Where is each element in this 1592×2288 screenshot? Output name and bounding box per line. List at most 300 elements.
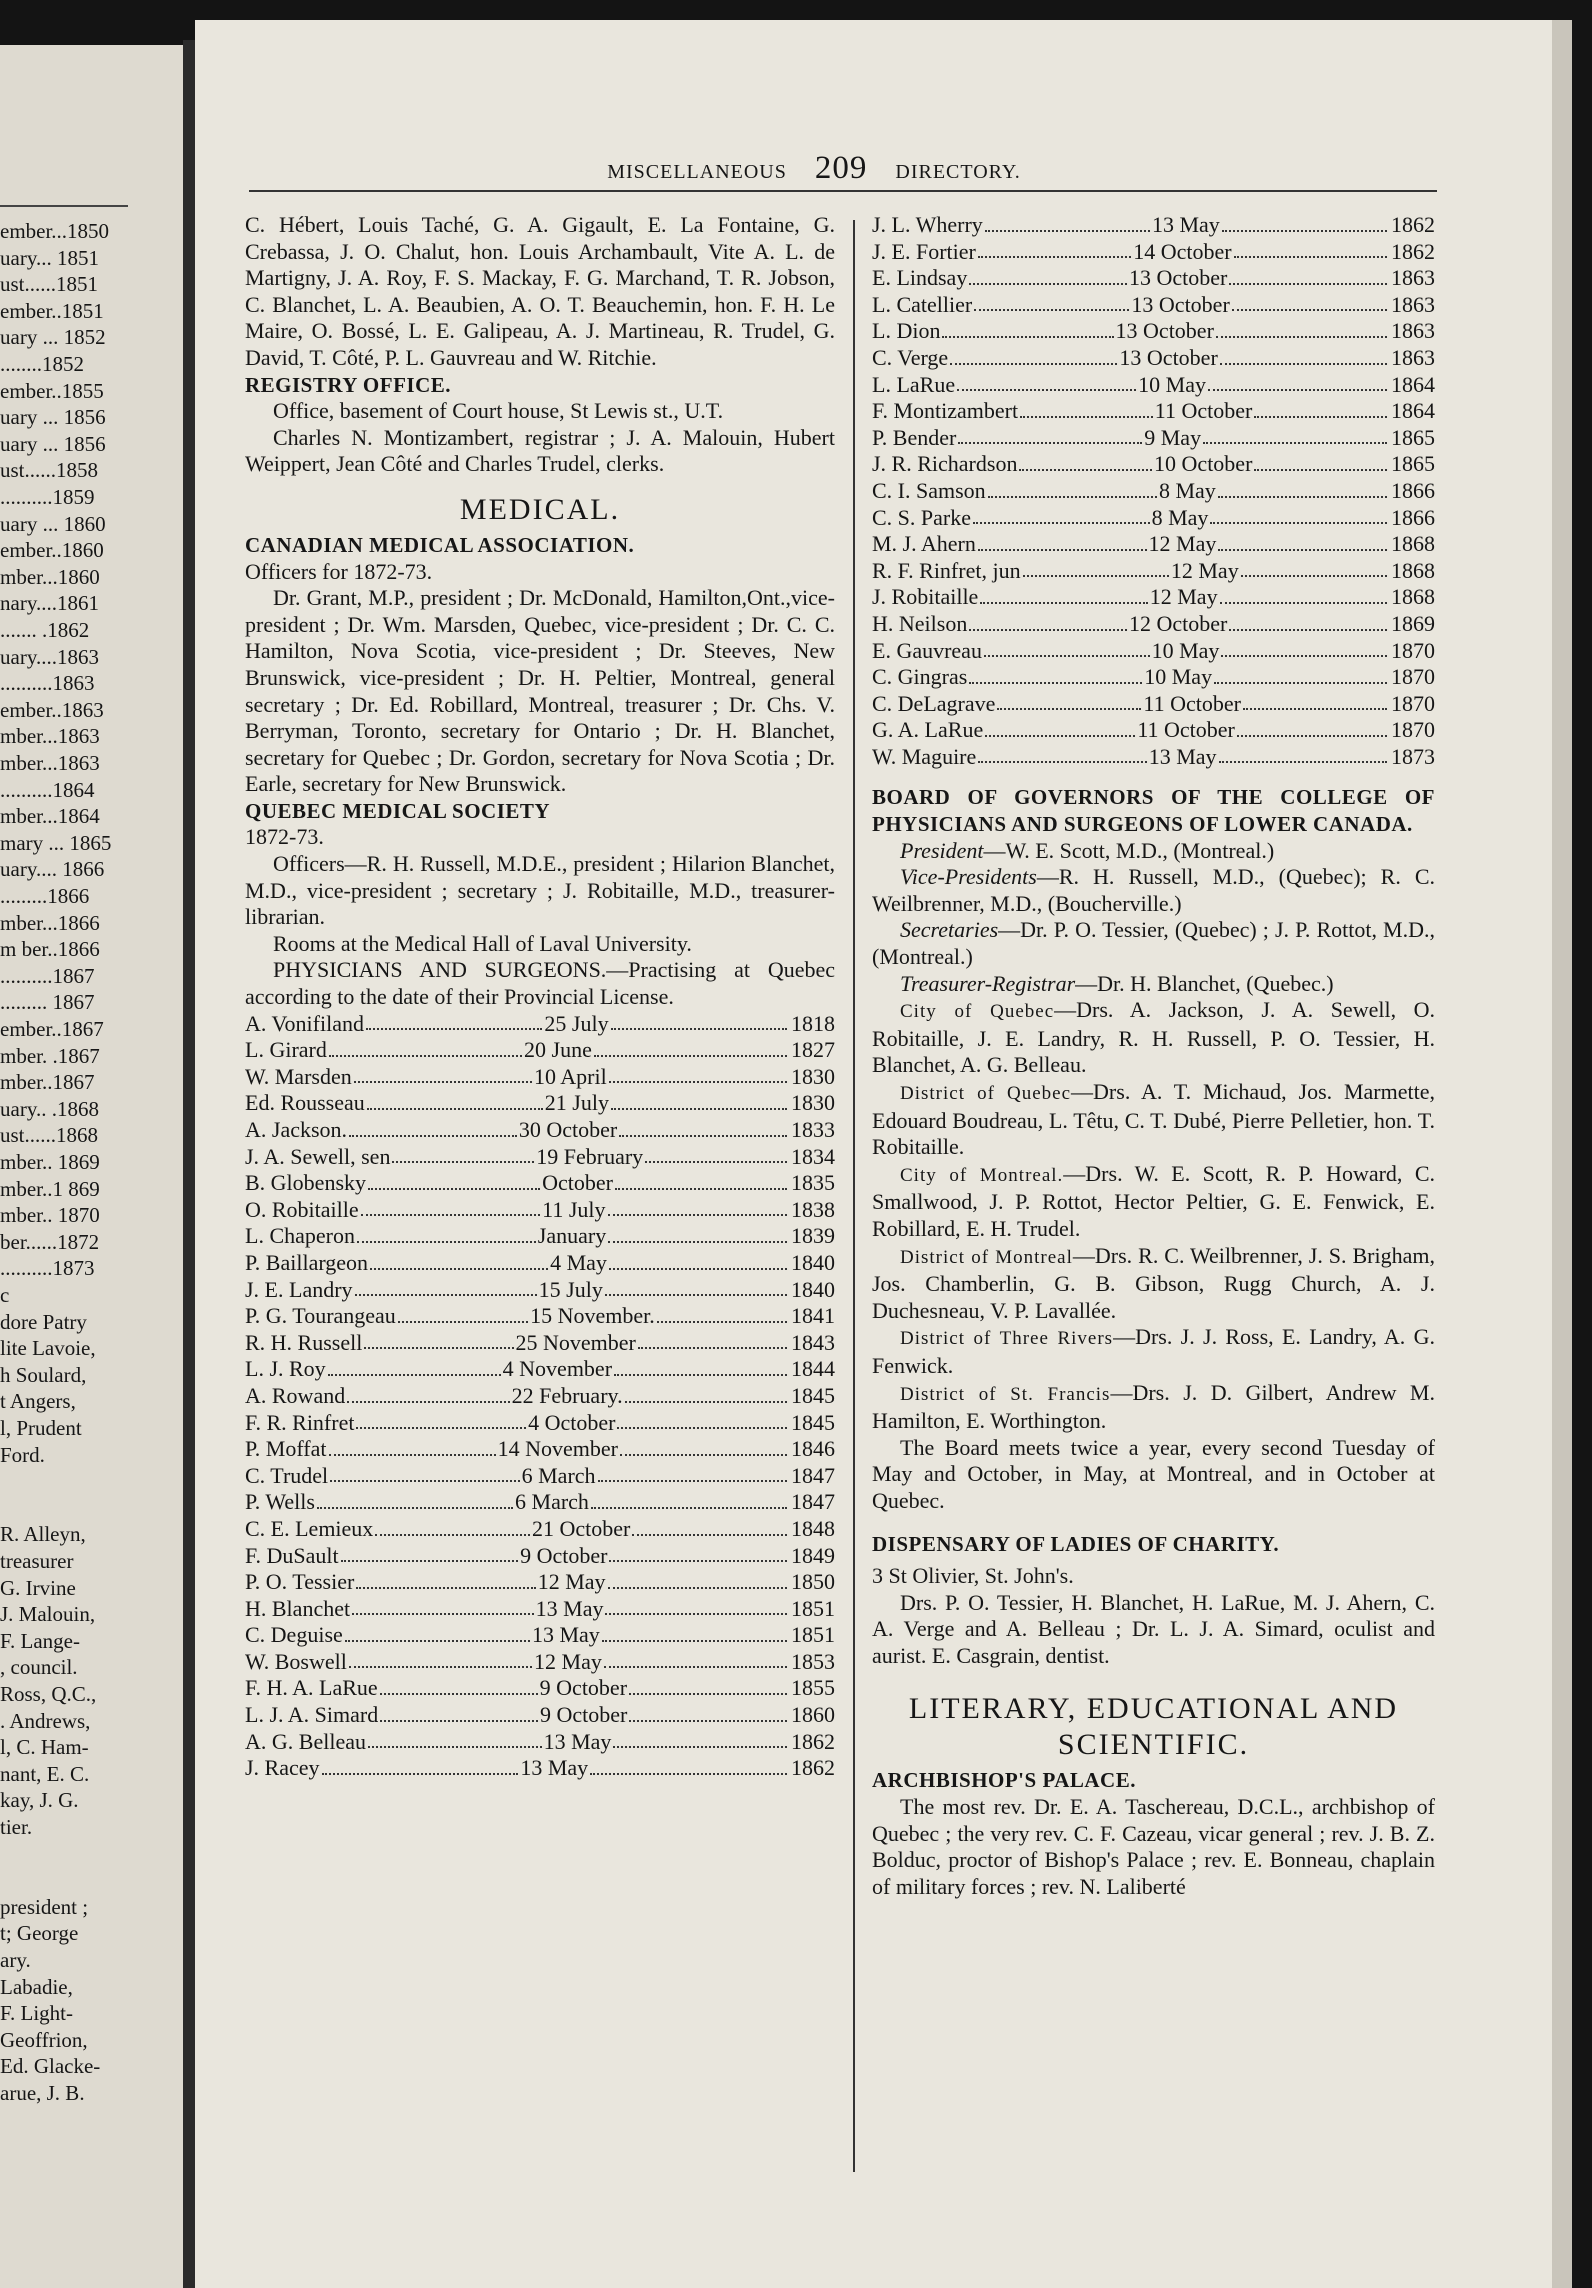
- facing-page-line: ....... .1862: [0, 618, 90, 642]
- leader-dots: [632, 1516, 787, 1536]
- facing-page-line: president ;: [0, 1894, 89, 1919]
- license-year: 1863: [1391, 291, 1436, 317]
- physician-name: C. Verge: [872, 344, 949, 370]
- leader-dots: [329, 1436, 496, 1456]
- physician-row: [245, 1489, 835, 1516]
- license-date: 14 November: [497, 1436, 618, 1462]
- license-year: 1851: [791, 1595, 836, 1621]
- physician-row: [872, 611, 1435, 638]
- license-year: 1869: [1391, 610, 1435, 636]
- physician-row: [872, 691, 1435, 718]
- license-date: 13 May: [535, 1595, 604, 1621]
- physician-name: P. Moffat: [245, 1436, 327, 1462]
- facing-page-line: ......... 1867: [0, 990, 95, 1015]
- physician-name: M. J. Ahern: [872, 531, 976, 557]
- left-column: [245, 212, 835, 1782]
- leader-dots: [590, 1755, 787, 1775]
- facing-page-line: l, C. Ham-: [0, 1735, 89, 1760]
- facing-page-line: tier.: [0, 1815, 33, 1839]
- license-date: 13 October: [1115, 318, 1214, 344]
- license-year: 1840: [791, 1249, 836, 1275]
- physician-name: G. A. LaRue: [872, 717, 984, 743]
- facing-page-line: mber.. 1870: [0, 1203, 100, 1228]
- physician-row: [872, 558, 1435, 585]
- physician-name: A. G. Belleau: [245, 1728, 366, 1754]
- facing-page-line: ember..1860: [0, 538, 104, 563]
- license-year: 1840: [791, 1276, 835, 1302]
- facing-page-line: mber..1867: [0, 1070, 95, 1095]
- leader-dots: [611, 1011, 787, 1031]
- license-date: 30 October: [518, 1117, 618, 1142]
- district-line: [872, 1161, 1435, 1243]
- physician-name: J. E. Landry: [245, 1276, 353, 1302]
- leader-dots: [367, 1090, 543, 1110]
- license-date: 4 May: [550, 1249, 607, 1275]
- physician-row: [872, 531, 1435, 558]
- license-date: 20 June: [524, 1037, 592, 1063]
- leader-dots: [605, 1277, 787, 1297]
- leader-dots: [608, 1197, 788, 1217]
- leader-dots: [625, 1383, 787, 1403]
- physician-name: E. Lindsay: [872, 265, 968, 291]
- leader-dots: [329, 1037, 522, 1057]
- physician-row: [245, 1729, 835, 1756]
- license-date: 13 May: [543, 1728, 612, 1754]
- facing-page-line: lite Lavoie,: [0, 1336, 96, 1361]
- license-year: 1865: [1391, 424, 1435, 450]
- leader-dots: [1241, 558, 1387, 578]
- facing-page-line: ..........1864: [0, 777, 95, 802]
- leader-dots: [357, 1223, 536, 1243]
- physician-name: P. O. Tessier: [245, 1569, 355, 1595]
- leader-dots: [611, 1090, 787, 1110]
- facing-page-line: uary ... 1856: [0, 405, 106, 430]
- leader-dots: [364, 1330, 513, 1350]
- license-year: 1870: [1391, 637, 1435, 663]
- physician-name: F. Montizambert: [872, 398, 1019, 424]
- physician-name: P. Bender: [872, 424, 957, 450]
- leader-dots: [609, 1543, 787, 1563]
- physician-row: [245, 1383, 835, 1410]
- physician-name: J. E. Fortier: [872, 238, 976, 264]
- cma-officers: Dr. Grant, M.P., president ; Dr. McDonald, Hamilton,Ont.,vice-president ; Dr. Wm. Marsden, Quebec, vice-president ; Dr. C. C. Hamilton, Nova Scotia, vice-president ; Dr. Steeves, New Brunswick, vice-president ; Dr. H. Peltier, Montreal, general secretary ; Dr. Ed. Robillard, Montreal, treasurer ; Dr. Chs. V. Berryman, Toronto, secretary for Ontario ; Dr. H. Blanchet, secretary for Quebec ; Dr. Gordon, secretary for Nova Scotia ; Dr. Earle, secretary for New Brunswick.: [245, 585, 835, 797]
- leader-dots: [973, 505, 1150, 525]
- physician-name: O. Robitaille: [245, 1196, 359, 1222]
- license-date: 10 May: [1151, 637, 1220, 663]
- physician-name: F. R. Rinfret: [245, 1409, 355, 1435]
- facing-page-line: F. Lange-: [0, 1628, 80, 1653]
- physician-name: J. L. Wherry: [872, 212, 983, 237]
- license-year: 1873: [1391, 743, 1436, 769]
- physician-row: [245, 1436, 835, 1463]
- facing-page-line: mber.. 1869: [0, 1150, 100, 1174]
- physician-row: [245, 1569, 835, 1596]
- physicians-list-left: [245, 1011, 835, 1782]
- physician-row: [872, 717, 1435, 744]
- facing-page-line: R. Alleyn,: [0, 1522, 86, 1547]
- physician-row: [245, 1223, 835, 1250]
- physician-name: C. DeLagrave: [872, 690, 996, 716]
- facing-page-line: mber. .1867: [0, 1043, 100, 1068]
- leader-dots: [1019, 451, 1152, 471]
- physician-name: L. Girard: [245, 1037, 327, 1063]
- leader-dots: [392, 1144, 534, 1164]
- facing-page-line: mber...1863: [0, 751, 100, 775]
- license-date: 21 July: [544, 1090, 609, 1116]
- facing-page-line: ust......1868: [0, 1123, 99, 1148]
- physician-row: [872, 239, 1435, 266]
- license-year: 1835: [791, 1170, 836, 1196]
- physician-row: [872, 584, 1435, 611]
- leader-dots: [1214, 664, 1387, 684]
- facing-page-line: ember..1851: [0, 298, 104, 323]
- physician-row: [245, 1144, 835, 1171]
- header-rule: [249, 190, 1437, 192]
- license-year: 1847: [791, 1489, 835, 1515]
- physician-name: F. DuSault: [245, 1542, 339, 1568]
- facing-page-line: t; George: [0, 1921, 79, 1946]
- license-date: 4 November: [502, 1356, 613, 1382]
- physician-name: W. Maguire: [872, 743, 977, 769]
- physician-row: [245, 1755, 835, 1782]
- district-label: City of Montreal.: [900, 1164, 1064, 1186]
- leader-dots: [969, 611, 1127, 631]
- physician-row: [245, 1303, 835, 1330]
- board-officer-role: President: [900, 837, 984, 863]
- facing-page-line: mber...1866: [0, 910, 100, 935]
- physician-row: [872, 478, 1435, 505]
- license-date: 21 October: [531, 1515, 631, 1541]
- physician-name: L. J. Roy: [245, 1356, 326, 1382]
- board-meeting-note: The Board meets twice a year, every second Tuesday of May and October, in May, at Montreal, and in October at Quebec.: [872, 1434, 1435, 1513]
- leader-dots: [988, 478, 1157, 498]
- leader-dots: [1210, 505, 1387, 525]
- board-officer-names: —R. H. Russell, M.D., (Quebec); R. C. Weilbrenner, M.D., (Boucherville.): [872, 864, 1435, 916]
- physician-name: L. Chaperon: [245, 1223, 355, 1249]
- physician-name: E. Gauvreau: [872, 637, 982, 663]
- leader-dots: [380, 1702, 538, 1722]
- license-date: 10 May: [1138, 371, 1206, 397]
- facing-page-line: dore Patry: [0, 1309, 87, 1334]
- leader-dots: [349, 1117, 517, 1137]
- cma-heading: CANADIAN MEDICAL ASSOCIATION.: [245, 532, 635, 557]
- physician-name: W. Marsden: [245, 1063, 352, 1089]
- qms-officers: Officers—R. H. Russell, M.D.E., president ; Hilarion Blanchet, M.D., vice-president ; secretary ; J. Robitaille, M.D., treasurer-librarian.: [245, 851, 835, 930]
- physician-name: P. G. Tourangeau: [245, 1303, 396, 1329]
- leader-dots: [1218, 531, 1387, 551]
- license-year: 1863: [1391, 265, 1435, 291]
- district-label: District of Three Rivers: [900, 1328, 1114, 1350]
- facing-page-line: mber...1864: [0, 804, 100, 829]
- leader-dots: [1220, 345, 1387, 365]
- license-year: 1862: [791, 1728, 836, 1754]
- facing-page-line: uary ... 1856: [0, 431, 106, 456]
- license-date: 13 October: [1131, 291, 1230, 317]
- facing-page-line: uary ... 1860: [0, 511, 106, 536]
- license-year: 1845: [791, 1382, 835, 1408]
- physician-row: [245, 1702, 835, 1729]
- physician-row: [245, 1250, 835, 1277]
- license-date: 9 October: [520, 1542, 608, 1568]
- district-line: [872, 1324, 1435, 1379]
- license-date: 9 October: [539, 1702, 628, 1728]
- district-members: —Drs. A. T. Michaud, Jos. Marmette, Edouard Boudreau, L. Têtu, C. T. Dubé, Pierre Pelletier, hon. T. Robitaille.: [872, 1079, 1436, 1160]
- license-date: 11 October: [1137, 717, 1235, 743]
- physician-name: W. Boswell: [245, 1648, 347, 1674]
- leader-dots: [598, 1463, 787, 1483]
- license-date: 10 May: [1144, 664, 1213, 690]
- facing-page-line: G. Irvine: [0, 1575, 76, 1600]
- physician-name: P. Wells: [245, 1489, 315, 1515]
- medical-title: MEDICAL.: [459, 492, 621, 526]
- license-year: 1870: [1391, 690, 1435, 716]
- facing-page-line: F. Light-: [0, 2001, 73, 2026]
- license-date: 4 October: [528, 1409, 616, 1435]
- leader-dots: [638, 1330, 787, 1350]
- leader-dots: [1023, 558, 1169, 578]
- district-label: District of Quebec: [900, 1083, 1072, 1104]
- leader-dots: [980, 584, 1147, 604]
- license-date: 11 October: [1143, 690, 1241, 716]
- leader-dots: [368, 1729, 542, 1749]
- physician-name: C. E. Lemieux: [245, 1515, 374, 1541]
- license-year: 1827: [791, 1037, 835, 1063]
- facing-page-line: uary ... 1852: [0, 325, 106, 350]
- leader-dots: [375, 1516, 530, 1536]
- facing-page-line: ust......1851: [0, 272, 99, 297]
- leader-dots: [368, 1170, 540, 1190]
- leader-dots: [609, 1064, 787, 1084]
- leader-dots: [984, 638, 1150, 658]
- license-year: 1849: [791, 1542, 836, 1568]
- leader-dots: [1222, 212, 1387, 232]
- facing-page-line: t Angers,: [0, 1389, 76, 1414]
- license-year: 1833: [791, 1117, 835, 1142]
- leader-dots: [1243, 691, 1387, 711]
- district-members: —Drs. A. Jackson, J. A. Sewell, O. Robitaille, J. E. Landry, R. H. Russell, P. O. Tessier, H. Blanchet, A. G. Belleau.: [872, 997, 1435, 1078]
- physician-name: L. LaRue: [872, 371, 956, 397]
- license-year: 1830: [791, 1090, 836, 1116]
- leader-dots: [614, 1356, 787, 1376]
- license-date: 6 March: [515, 1489, 589, 1515]
- facing-page-line: .........1866: [0, 884, 90, 908]
- license-date: 12 May: [1149, 584, 1218, 610]
- license-date: 25 July: [544, 1010, 609, 1036]
- facing-page-line: ..........1873: [0, 1256, 95, 1281]
- leader-dots: [950, 345, 1117, 365]
- license-date: 12 May: [1170, 557, 1239, 583]
- leader-dots: [969, 265, 1127, 285]
- right-column: [872, 212, 1435, 1900]
- facing-page-line: nant, E. C.: [0, 1761, 90, 1786]
- registry-address: Office, basement of Court house, St Lewis st., U.T.: [273, 398, 724, 424]
- physician-name: B. Globensky: [245, 1170, 366, 1196]
- license-year: 1864: [1391, 398, 1435, 424]
- license-date: 12 May: [534, 1648, 602, 1674]
- license-year: 1850: [791, 1569, 836, 1595]
- license-year: 1848: [791, 1515, 836, 1541]
- leader-dots: [619, 1117, 787, 1137]
- physician-row: [245, 1356, 835, 1383]
- physician-row: [872, 292, 1435, 319]
- leader-dots: [356, 1569, 535, 1589]
- leader-dots: [345, 1622, 530, 1642]
- license-year: 1846: [791, 1436, 836, 1462]
- physician-name: J. Robitaille: [872, 584, 979, 610]
- license-year: 1863: [1391, 344, 1436, 370]
- facing-page-line: l, Prudent: [0, 1416, 82, 1440]
- leader-dots: [1221, 638, 1387, 658]
- license-date: 15 July: [538, 1276, 603, 1302]
- leader-dots: [1219, 744, 1387, 764]
- district-line: [872, 1380, 1435, 1435]
- facing-page-line: uary....1863: [0, 644, 99, 669]
- physician-row: [245, 1117, 835, 1144]
- leader-dots: [366, 1011, 542, 1031]
- license-date: 11 July: [542, 1196, 606, 1222]
- facing-page-line: uary.. .1868: [0, 1096, 99, 1121]
- running-head-left: MISCELLANEOUS: [607, 161, 787, 183]
- board-districts: [872, 997, 1435, 1435]
- leader-dots: [1254, 451, 1387, 471]
- facing-page-line: ber......1872: [0, 1229, 100, 1254]
- physician-row: [872, 345, 1435, 372]
- physician-name: C. I. Samson: [872, 477, 986, 503]
- physician-name: H. Blanchet: [245, 1595, 351, 1621]
- license-year: 1843: [791, 1329, 835, 1355]
- license-date: 13 October: [1119, 344, 1218, 370]
- leader-dots: [974, 292, 1129, 312]
- physicians-intro: PHYSICIANS AND SURGEONS.—Practising at Quebec according to the date of their Provincial License.: [245, 957, 835, 1010]
- license-date: 12 May: [1148, 531, 1217, 557]
- district-line: [872, 1079, 1435, 1161]
- page-number: 209: [814, 150, 868, 186]
- license-date: 13 May: [531, 1622, 600, 1648]
- license-date: 12 May: [537, 1569, 606, 1595]
- leader-dots: [657, 1303, 787, 1323]
- leader-dots: [380, 1675, 538, 1695]
- physician-row: [245, 1064, 835, 1091]
- license-year: 1847: [791, 1462, 836, 1488]
- facing-page-line: mary ... 1865: [0, 830, 112, 855]
- leader-dots: [349, 1649, 532, 1669]
- running-head-right: DIRECTORY.: [895, 161, 1021, 183]
- qms-subheading: 1872-73.: [245, 824, 324, 850]
- license-date: 19 February: [536, 1143, 644, 1169]
- license-year: 1830: [791, 1063, 835, 1089]
- district-members: —Drs. W. E. Scott, R. P. Howard, C. Smallwood, J. P. Rottot, Hector Peltier, G. E. Fenwick, E. Robillard, E. H. Trudel.: [872, 1160, 1436, 1241]
- board-heading: BOARD OF GOVERNORS OF THE COLLEGE OF PHYSICIANS AND SURGEONS OF LOWER CANADA.: [872, 785, 1435, 837]
- leader-dots: [613, 1729, 787, 1749]
- leader-dots: [328, 1356, 501, 1376]
- license-year: 1862: [791, 1755, 836, 1781]
- leader-dots: [398, 1303, 528, 1323]
- district-line: [872, 997, 1435, 1079]
- board-officer-line: [872, 971, 1435, 998]
- board-officer-line: [872, 917, 1435, 970]
- leader-dots: [361, 1197, 541, 1217]
- facing-page-line: mber..1 869: [0, 1176, 100, 1201]
- leader-dots: [1208, 372, 1387, 392]
- physician-row: [872, 744, 1435, 771]
- leader-dots: [608, 1569, 787, 1589]
- physician-name: A. Rowand: [245, 1382, 346, 1408]
- leader-dots: [608, 1223, 787, 1243]
- physician-row: [872, 212, 1435, 239]
- physician-row: [872, 318, 1435, 345]
- license-year: 1839: [791, 1223, 836, 1249]
- physician-name: A. Jackson.: [245, 1117, 348, 1142]
- license-year: 1868: [1391, 557, 1435, 583]
- qms-heading: QUEBEC MEDICAL SOCIETY: [245, 798, 551, 823]
- physician-row: [245, 1463, 835, 1490]
- license-date: 6 March: [521, 1462, 596, 1488]
- facing-page-line: ........1852: [0, 352, 84, 376]
- facing-page-fragment: [0, 45, 183, 2288]
- leader-dots: [1237, 717, 1387, 737]
- leader-dots: [942, 318, 1113, 338]
- facing-page-line: Ross, Q.C.,: [0, 1682, 97, 1706]
- license-date: 13 May: [1151, 212, 1220, 237]
- license-date: 13 May: [1148, 743, 1217, 769]
- facing-page-line: m ber..1866: [0, 937, 100, 962]
- district-members: —Drs. J. J. Ross, E. Landry, A. G. Fenwick.: [872, 1324, 1436, 1378]
- physician-name: R. F. Rinfret, jun: [872, 557, 1021, 583]
- facing-page-line: Ed. Glacke-: [0, 2054, 101, 2079]
- dispensary-address: 3 St Olivier, St. John's.: [872, 1563, 1074, 1589]
- license-year: 1864: [1391, 371, 1436, 397]
- physician-name: Ed. Rousseau: [245, 1090, 365, 1116]
- license-year: 1866: [1391, 477, 1436, 503]
- leader-dots: [985, 717, 1135, 737]
- registry-heading: REGISTRY OFFICE.: [245, 372, 452, 397]
- facing-page-line: nary....1861: [0, 591, 99, 616]
- license-date: 10 April: [534, 1063, 607, 1089]
- license-date: 15 November.: [530, 1303, 655, 1329]
- facing-page-line: ember..1855: [0, 378, 104, 403]
- board-officer-role: Treasurer-Registrar: [900, 970, 1076, 996]
- physician-row: [872, 398, 1435, 425]
- board-officer-role: Secretaries: [900, 917, 999, 943]
- leader-dots: [370, 1250, 548, 1270]
- license-date: 13 May: [520, 1755, 589, 1781]
- license-year: 1868: [1391, 584, 1435, 610]
- board-officer-names: —W. E. Scott, M.D., (Montreal.): [983, 837, 1275, 863]
- license-date: 8 May: [1158, 477, 1216, 503]
- facing-page-line: ary.: [0, 1948, 31, 1972]
- archbishop-staff: The most rev. Dr. E. A. Taschereau, D.C.L., archbishop of Quebec ; the very rev. C. F. Cazeau, vicar general ; rev. J. B. Z. Bolduc, proctor of Bishop's Palace ; rev. E. Bonneau, chaplain of military forces ; rev. N. Laliberté: [872, 1794, 1435, 1899]
- license-year: 1818: [791, 1010, 836, 1036]
- facing-page-line: treasurer: [0, 1549, 74, 1573]
- license-year: 1870: [1391, 717, 1435, 743]
- license-year: 1841: [791, 1303, 835, 1329]
- physician-name: C. S. Parke: [872, 504, 971, 530]
- facing-page-line: ember..1867: [0, 1017, 104, 1041]
- leader-dots: [1220, 584, 1387, 604]
- leader-dots: [629, 1702, 787, 1722]
- facing-page-line: J. Malouin,: [0, 1602, 96, 1627]
- facing-page-line: Geoffrion,: [0, 2027, 88, 2052]
- license-year: 1851: [791, 1622, 835, 1648]
- license-date: 9 October: [539, 1675, 628, 1701]
- license-date: 25 November: [515, 1329, 636, 1355]
- leader-dots: [352, 1596, 534, 1616]
- license-date: January: [537, 1223, 607, 1249]
- physicians-list-right: [872, 212, 1435, 770]
- board-officer-names: —Dr. H. Blanchet, (Quebec.): [1075, 970, 1334, 996]
- leader-dots: [609, 1250, 787, 1270]
- facing-page-line: . Andrews,: [0, 1708, 91, 1733]
